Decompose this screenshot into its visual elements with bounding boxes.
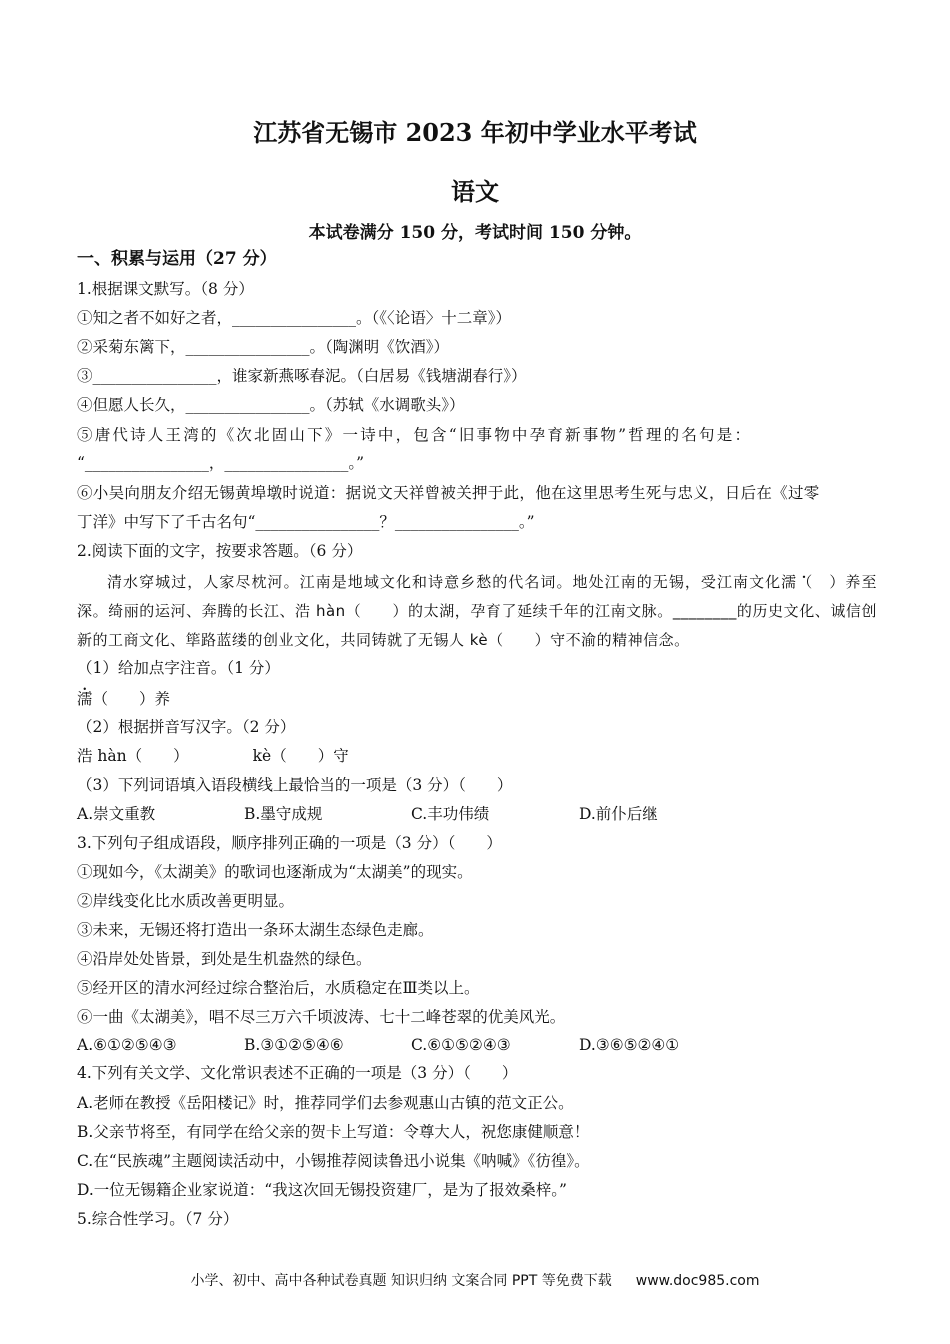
q2-option-c: C.丰功伟绩 [411,805,490,823]
q1-stem: 1.根据课文默写。（8 分） [77,280,254,298]
page-footer [0,1270,950,1290]
footer-text: 小学、初中、高中各种试卷真题 知识归纳 文案合同 PPT 等免费下载 [190,1273,612,1289]
q3-sentence-3: ③未来，无锡还将打造出一条环太湖生态绿色走廊。 [77,921,434,939]
q3-sentence-5: ⑤经开区的清水河经过综合整治后，水质稳定在Ⅲ类以上。 [77,979,480,997]
q2-stem: 2.阅读下面的文字，按要求答题。（6 分） [77,542,363,560]
q2-sub3: （3）下列词语填入语段横线上最恰当的一项是（3 分）（ ） [77,776,513,794]
q2-sub1: （1）给加点字注音。（1 分） [77,659,280,677]
q1-line-1: ①知之者不如好之者，________________。（《〈论语〉十二章》） [77,309,512,327]
passage-text-b: （ ）养至深。绮丽的运河、奔腾的长江、浩 hàn（ ）的太湖，孕育了延续千年的江南文脉。________的历史文化、诚信创新的工商文化、筚路蓝缕的创业文化，共同铸就了无锡人 kè（ ）守不渝的精神信念。 [77,573,877,649]
q1-line-6b: 丁洋》中写下了千古名句“________________？________________。” [77,513,535,531]
q3-option-b: B.③①②⑤④⑥ [244,1036,344,1054]
q2-sub2: （2）根据拼音写汉字。（2 分） [77,718,296,736]
footer-link[interactable]: www.doc985.com [635,1273,760,1289]
q2-sub1-answer [77,689,877,709]
q2-option-d: D.前仆后继 [579,805,658,823]
exam-title: 江苏省无锡市 2023 年初中学业水平考试 [253,118,697,147]
q4-option-a: A.老师在教授《岳阳楼记》时，推荐同学们去参观惠山古镇的范文正公。 [77,1094,574,1112]
exam-note: 本试卷满分 150 分，考试时间 150 分钟。 [308,223,642,243]
q4-option-b: B.父亲节将至，有同学在给父亲的贺卡上写道：令尊大人，祝您康健顺意！ [77,1123,590,1141]
q2-passage [77,568,877,655]
section-heading: 一、积累与运用（27 分） [77,249,277,269]
q1-line-5a: ⑤唐代诗人王湾的《次北固山下》一诗中，包含“旧事物中孕育新事物”哲理的名句是： [77,426,753,444]
sub1-dotted-char: 濡 [77,690,93,708]
q3-stem: 3.下列句子组成语段，顺序排列正确的一项是（3 分）（ ） [77,834,502,852]
subject-title: 语文 [451,177,499,206]
q5-stem: 5.综合性学习。（7 分） [77,1210,239,1228]
q1-line-3: ③________________，谁家新燕啄春泥。（白居易《钱塘湖春行》） [77,367,527,385]
q3-sentence-1: ①现如今，《太湖美》的歌词也逐渐成为“太湖美”的现实。 [77,863,473,881]
q1-line-2: ②采菊东篱下，________________。（陶渊明《饮酒》） [77,338,450,356]
q4-option-d: D.一位无锡籍企业家说道：“我这次回无锡投资建厂，是为了报效桑梓。” [77,1181,567,1199]
q1-line-5b: “________________，________________。” [77,454,365,472]
q2-option-a: A.崇文重教 [77,805,156,823]
passage-text-a: 清水穿城过，人家尽枕河。江南是地域文化和诗意乡愁的代名词。地处江南的无锡，受江南文化 [107,573,782,591]
sub2-blank-b: kè（ ）守 [252,747,349,765]
q1-line-4: ④但愿人长久，________________。（苏轼《水调歌头》） [77,396,465,414]
q3-option-c: C.⑥①⑤②④③ [411,1036,511,1054]
q4-stem: 4.下列有关文学、文化常识表述不正确的一项是（3 分）（ ） [77,1064,518,1082]
q3-sentence-2: ②岸线变化比水质改善更明显。 [77,892,295,910]
q2-option-b: B.墨守成规 [244,805,323,823]
q4-option-c: C.在“民族魂”主题阅读活动中，小锡推荐阅读鲁迅小说集《呐喊》《彷徨》。 [77,1152,590,1170]
q2-sub2-answer [77,746,877,766]
q3-sentence-6: ⑥一曲《太湖美》，唱不尽三万六千顷波涛、七十二峰苍翠的优美风光。 [77,1008,566,1026]
dotted-char: 濡 [781,573,798,591]
q3-sentence-4: ④沿岸处处皆景，到处是生机盎然的绿色。 [77,950,372,968]
q3-option-a: A.⑥①②⑤④③ [77,1036,177,1054]
sub1-blank: （ ）养 [92,690,171,708]
q3-option-d: D.③⑥⑤②④① [579,1036,680,1054]
q1-line-6a: ⑥小吴向朋友介绍无锡黄埠墩时说道：据说文天祥曾被关押于此，他在这里思考生死与忠义，日后在《过零 [77,484,820,502]
sub2-blank-a: 浩 hàn（ ） [77,747,189,765]
